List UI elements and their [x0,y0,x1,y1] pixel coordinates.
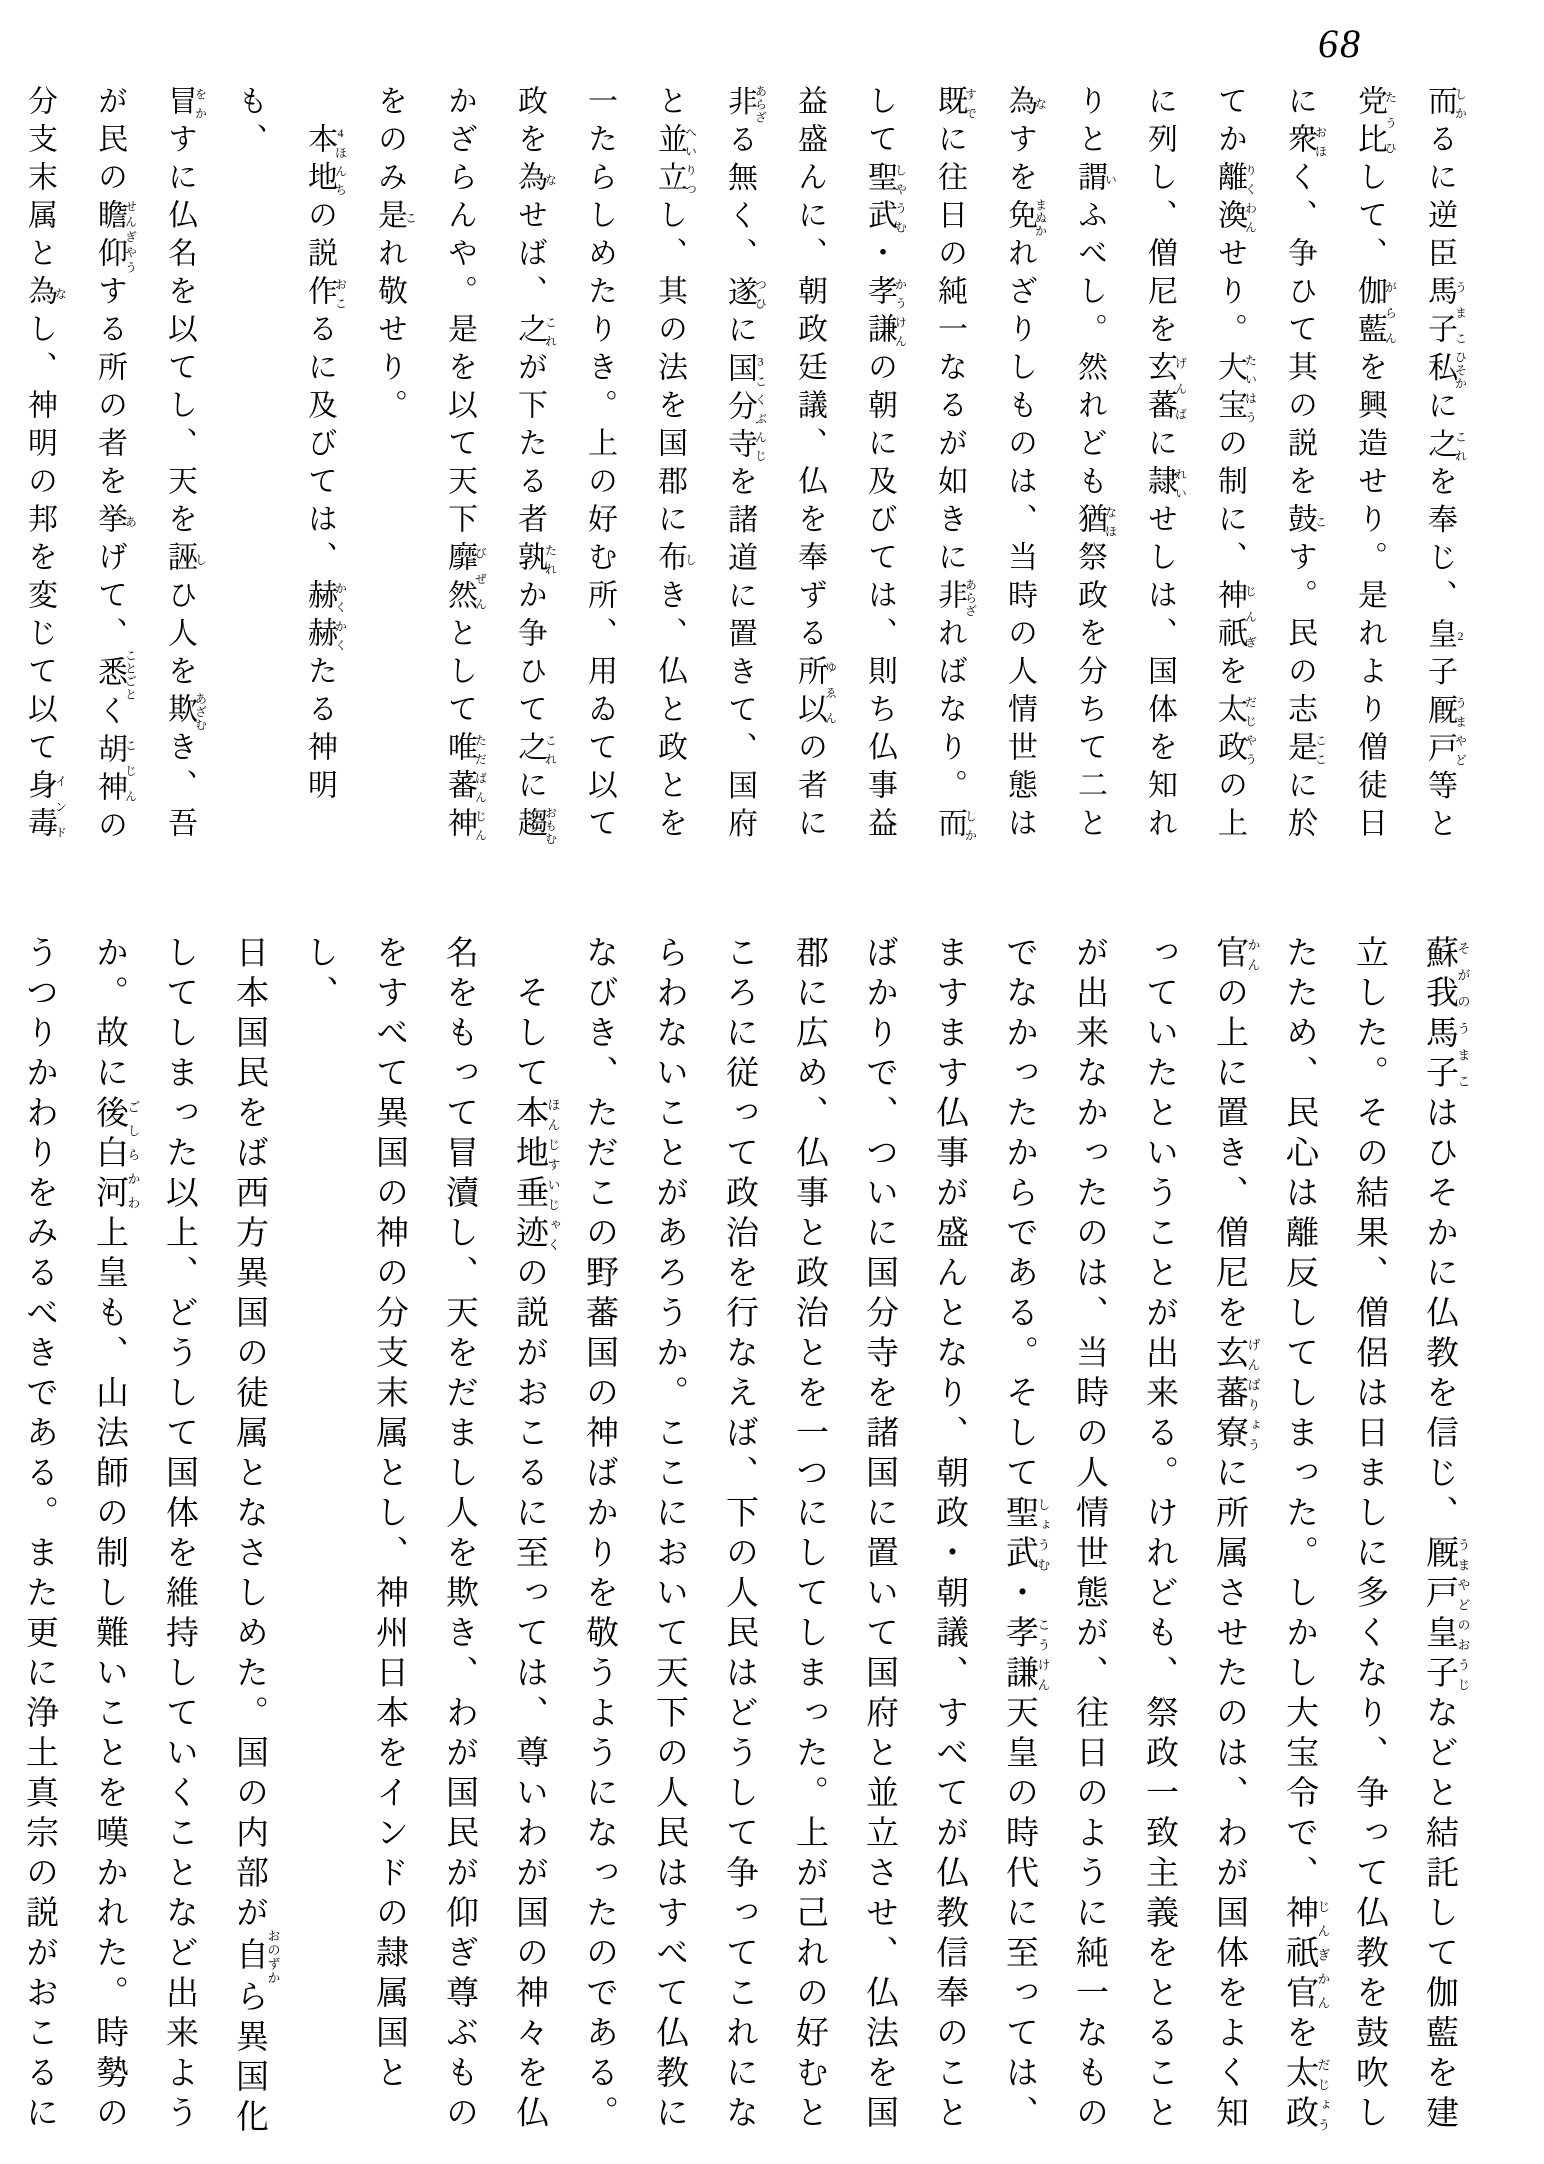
kanbun-column-14: 政を為なせば、之これが下たる者孰たれか争ひて之これに趨おもむ [513,85,558,846]
translation-column-2: 立した。その結果、僧侶は日ましに多くなり、争って仏教を鼓吹し [1351,935,1387,2135]
annotated-term: 既すで [933,85,978,123]
kanbun-column-1: 而しかるに逆臣馬子うまこ私ひそかに之これを奉じ、皇2子厩戸うまやど等と [1423,85,1468,846]
kanbun-column-12: と並立へいりつし、其の法を国郡に布しき、仏と政とを [653,85,698,845]
kanbun-column-5: に列し、僧尼を玄蕃げんばに隷れいせしは、国体を知れ [1143,85,1188,845]
translation-column-7: でなかったからである。そして聖武しょうむ・孝謙こうけん天皇の時代に至っては、 [1001,935,1051,2135]
kanbun-column-19: が民の瞻仰せんぎやうする所の者を挙あげて、悉ことごとく胡神こじんの [93,85,138,847]
translation-column-11: ころに従って政治を行なえば、下の人民はどうして争ってこれにな [721,935,757,2135]
kanbun-section [23,85,1474,875]
annotated-term: 胡神こじん [93,733,138,809]
annotated-term: 為な [23,275,68,313]
annotated-term: 玄蕃寮げんばりょう [1211,1335,1261,1455]
annotated-term: 之これ [1423,427,1468,466]
translation-column-13: なびき、ただこの野蕃国の神ばかりを敬うようになったのである。 [581,935,617,2135]
annotated-term: 赫赫かくかく [303,579,348,655]
annotated-term: 所以ゆゑん [793,655,838,731]
annotated-term: 作おこ [303,275,348,313]
annotated-term: 大宝たいはう [1213,351,1258,427]
translation-column-10: 郡に広め、仏事と政治とを一つにしてしまった。上が己れの好むと [791,935,827,2135]
annotated-term: 欺あざむ [163,692,208,732]
translation-column-14: そして本地垂迹ほんじすいじゃくの説がおこるに至っては、尊いわが国の神々を仏 [511,975,561,2135]
annotated-term: 非あらざ [723,85,768,124]
translation-column-19: か。故に後白河ごしらかわ上皇も、山法師の制し難いことを嘆かれた。時勢の [91,935,141,2135]
kanbun-column-9: して聖武しやうむ・孝謙かうけんの朝に及びては、則ち仏事益 [863,85,908,845]
kanbun-column-17: 本地4ほんちの説作おこるに及びては、赫赫かくかくたる神明も、 [233,85,348,807]
kanbun-column-6: りと謂いふべし。然れども猶なほ祭政を分ちて二と [1073,85,1118,845]
annotated-term: 玄蕃げんば [1143,351,1188,427]
annotated-term: 衆おほ [1283,123,1328,161]
kanbun-column-15: かざらんや。是を以て天下靡然びぜんとして唯蕃神ただばんじん [443,85,488,845]
annotated-term: 官かん [1211,935,1261,975]
annotated-term: 自おのずか [231,1929,281,1985]
annotated-term: 是こ [373,199,418,237]
kanbun-column-2: 党比たうひして、伽藍がらんを興造せり。是れより僧徒日 [1353,85,1398,845]
annotated-term: 唯蕃神ただばんじん [443,731,488,845]
annotated-term: 冒をか [163,85,208,123]
annotated-term: 瞻仰せんぎやう [93,199,138,275]
kanbun-column-3: に衆おほく、争ひて其の説を鼓こす。民の志是ここに於 [1283,85,1328,845]
annotated-term: 之これ [513,731,558,769]
annotated-term: 孝謙かうけん [863,275,908,351]
annotated-term: 為な [513,161,558,199]
annotated-term: 猶なほ [1073,503,1118,541]
annotated-term: 馬子うまこ [1423,275,1468,351]
annotated-term: 是ここ [1283,731,1328,769]
annotated-term: 非あらざ [933,578,978,618]
annotated-term: 太政だじょう [1281,2055,1331,2135]
translation-column-20: うつりかわりをみるべきである。また更に浄土真宗の説がおこるに [21,935,57,2135]
annotated-term: 為な [1003,85,1048,123]
translation-column-3: たため、民心は離反してしまった。しかし大宝令で、神祇官じんぎかんを太政だじょう [1281,935,1331,2135]
annotated-term: 伽藍がらん [1353,275,1398,351]
annotated-term-with-note: 皇2 [1423,617,1468,656]
annotated-term: 布し [653,541,698,579]
kanbun-column-7: 為なすを免まぬかれざりしものは、当時の人情世態は [1003,85,1048,845]
annotated-term: 離渙りくわん [1213,161,1258,237]
kanbun-column-10: 益盛んに、朝政廷議、仏を奉ずる所以ゆゑんの者に [793,85,838,845]
kanbun-column-8: 既すでに往日の純一なるが如きに非あらざればなり。而しか [933,85,978,845]
annotated-term: 厩戸皇子うまやどのおうじ [1421,1535,1471,1695]
translation-column-1: 蘇我馬子そがのうまこはひそかに仏教を信じ、厩戸皇子うまやどのおうじなどと結託して伽藍を建 [1421,935,1471,2135]
annotated-term: 並立へいりつ [653,123,698,199]
annotated-term-with-note: 国分寺3こくぶんじ [723,351,768,466]
annotated-term: 誣し [163,541,208,579]
annotated-term: 鼓こ [1283,503,1328,541]
translation-column-4: 官かんの上に置き、僧尼を玄蕃寮げんばりょうに所属させたのは、わが国体をよく知 [1211,935,1261,2135]
annotated-term: 聖武しょうむ [1001,1495,1051,1575]
annotated-term: 而しか [933,807,978,845]
translation-section [21,935,1474,2150]
annotated-term: 悉ことごと [93,649,138,701]
annotated-term: 孰たれ [513,541,558,579]
annotated-term: 党比たうひ [1353,85,1398,161]
annotated-term: 神祇じんぎ [1213,579,1258,655]
translation-column-12: らわないことがあろうか。ここにおいて天下の人民はすべて仏教に [651,935,687,2135]
annotated-term: 而しか [1423,85,1468,123]
annotated-term: 之これ [513,313,558,351]
translation-column-9: ばかりで、ついに国分寺を諸国に置いて国府と並立させ、仏法を国 [861,935,897,2135]
annotated-term: 聖武しやうむ [863,161,908,237]
translation-column-17: 日本国民をば西方異国の徒属となさしめた。国の内部が自おのずから異国化 [231,935,281,2139]
translation-column-16: をすべて異国の神の分支末属とし、神州日本をインドの隷属国とし、 [301,935,407,2095]
annotated-term-with-note: 本地4ほんち [303,123,348,199]
annotated-term: 隷れい [1143,465,1188,503]
kanbun-column-16: をのみ是これ敬せり。 [373,85,418,427]
translation-column-6: が出来なかったのは、当時の人情世態が、往日のように純一なもの [1071,935,1107,2135]
annotated-term: 後白河ごしらかわ [91,1095,141,1215]
annotated-term: 靡然びぜん [443,541,488,617]
annotated-term: 厩戸うまやど [1423,693,1468,770]
translation-column-5: っていたということが出来る。けれども、祭政一致主義をとること [1141,935,1177,2135]
annotated-term: 趨おもむ [513,806,558,846]
kanbun-column-13: 一たらしめたりき。上の好む所、用ゐて以て [583,85,616,845]
translation-column-18: してしまった以上、どうして国体を維持していくことなど出来よう [161,935,197,2135]
annotated-term: 遂つひ [723,275,768,314]
annotated-term: 蘇我馬子そがのうまこ [1421,935,1471,1095]
kanbun-column-4: てか離渙りくわんせり。大宝たいはうの制に、神祇じんぎを太政だじやうの上 [1213,85,1258,845]
page-number: 68 [1318,21,1362,66]
annotated-term: 身毒インド [23,769,68,845]
annotated-term: 本地垂迹ほんじすいじゃく [511,1095,561,1255]
annotated-term: 神祇官じんぎかん [1281,1895,1331,2015]
translation-column-15: 名をもって冒瀆し、天をだまし人を欺き、わが国民が仰ぎ尊ぶもの [441,935,477,2135]
translation-column-8: ますます仏事が盛んとなり、朝政・朝議、すべてが仏教信奉のこと [931,935,967,2135]
annotated-term: 免まぬか [1003,198,1048,238]
annotated-term: 挙あ [93,503,138,541]
annotated-term: 謂い [1073,161,1118,199]
kanbun-column-20: 分支末属と為なし、神明の邦を変じて以て身毒インド [23,85,68,845]
annotated-term: 私ひそか [1423,351,1468,390]
annotated-term: 孝謙こうけん [1001,1615,1051,1695]
kanbun-column-18: 冒をかすに仏名を以てし、天を誣しひ人を欺あざむき、吾 [163,85,208,845]
annotated-term: 太政だじやう [1213,693,1258,769]
kanbun-column-11: 非あらざる無く、遂つひに国分寺3こくぶんじを諸道に置きて、国府 [723,85,768,846]
